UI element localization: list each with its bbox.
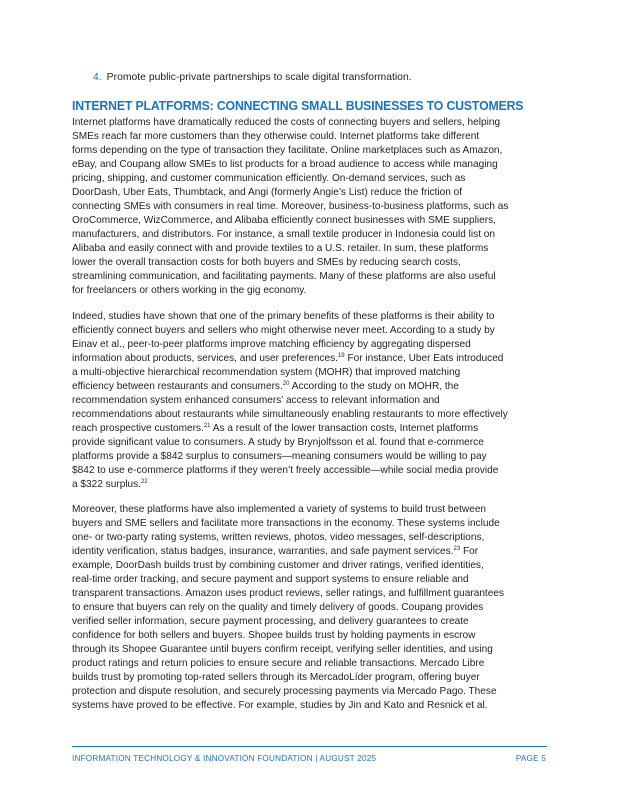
paragraph-line: Internet platforms have dramatically reduced the costs of connecting buyers and sellers, helping (72, 117, 501, 128)
line-text-tail: For (460, 546, 479, 557)
paragraph-line: transparent transactions. Amazon uses product reviews, seller ratings, and fulfillment guarantees (72, 588, 505, 599)
footnote-ref-23[interactable]: 23 (453, 546, 461, 552)
paragraph-line: through its Shopee Guarantee until buyers confirm receipt, verifying seller identities, and using (72, 644, 493, 655)
paragraph-line: efficiently connect buyers and sellers who might otherwise never meet. According to a study by (72, 325, 495, 336)
line-text-tail: For instance, Uber Eats introduced (344, 353, 504, 364)
paragraph-line: real-time order tracking, and secure payment and support systems to ensure reliable and (72, 574, 469, 585)
paragraph-line: protection and dispute resolution, and securely processing payments via Mercado Pago. These (72, 686, 497, 697)
line-text-tail: As a result of the lower transaction costs, Internet platforms (210, 423, 479, 434)
paragraph-line: systems have proved to be effective. For example, studies by Jin and Kato and Resnick et al. (72, 700, 488, 711)
list-item-text: Promote public-private partnerships to scale digital transformation. (106, 72, 412, 83)
line-text: identity verification, status badges, insurance, warranties, and safe payment services. (72, 546, 454, 557)
footer-divider (72, 746, 547, 747)
paragraph-line: SMEs reach far more customers than they otherwise could. Internet platforms take different (72, 131, 480, 142)
paragraph-line: for freelancers or others working in the gig economy. (72, 285, 307, 296)
line-text: efficiency between restaurants and consumers. (72, 381, 283, 392)
paragraph-internet-platforms (72, 116, 547, 298)
paragraph-line: builds trust by promoting top-rated sellers through its MercadoLíder program, offering buyer (72, 672, 480, 683)
paragraph-line (72, 545, 547, 559)
paragraph-line (72, 422, 547, 436)
paragraph-line: forms depending on the type of transaction they facilitate. Online marketplaces such as Amazon, (72, 145, 503, 156)
footer-page-number: PAGE 5 (515, 754, 546, 763)
paragraph-line: streamlining communication, and facilitating payments. Many of these platforms are also useful (72, 271, 496, 282)
paragraph-line: one- or two-party rating systems, written reviews, photos, video messages, self-descriptions, (72, 532, 485, 543)
footnote-ref-21[interactable]: 21 (203, 423, 211, 429)
line-text: a $322 surplus. (72, 479, 142, 490)
paragraph-studies (72, 310, 547, 492)
numbered-list-item (93, 71, 412, 85)
paragraph-line: $842 to use e-commerce platforms if they weren’t freely accessible—while social media provide (72, 465, 499, 476)
paragraph-line: recommendation system enhanced consumers’ access to relevant information and (72, 395, 440, 406)
paragraph-line (72, 478, 547, 492)
footnote-ref-20[interactable]: 20 (282, 381, 290, 387)
list-number: 4. (93, 72, 102, 83)
paragraph-line: buyers and SME sellers and facilitate more transactions in the economy. These systems include (72, 518, 500, 529)
paragraph-line: DoorDash, Uber Eats, Thumbtack, and Angi (formerly Angie’s List) reduce the friction of (72, 187, 463, 198)
line-text-tail: According to the study on MOHR, the (289, 381, 459, 392)
paragraph-line: Alibaba and easily connect with and provide textiles to a U.S. retailer. In sum, these platforms (72, 243, 489, 254)
paragraph-line: product ratings and return policies to ensure secure and reliable transactions. Mercado Libre (72, 658, 485, 669)
paragraph-line: Moreover, these platforms have also implemented a variety of systems to build trust between (72, 504, 487, 515)
paragraph-line: to ensure that buyers can rely on the quality and timely delivery of goods. Coupang provides (72, 602, 484, 613)
paragraph-line: provide significant value to consumers. A study by Brynjolfsson et al. found that e-commerce (72, 437, 484, 448)
paragraph-line: Einav et al., peer-to-peer platforms improve matching efficiency by aggregating dispersed (72, 339, 471, 350)
paragraph-line: confidence for both sellers and buyers. Shopee builds trust by holding payments in escrow (72, 630, 476, 641)
paragraph-line: lower the overall transaction costs for both buyers and SMEs by reducing search costs, (72, 257, 461, 268)
paragraph-line: platforms provide a $842 surplus to consumers—meaning consumers would be willing to pay (72, 451, 487, 462)
section-heading: INTERNET PLATFORMS: CONNECTING SMALL BUSINESSES TO CUSTOMERS (72, 98, 524, 113)
footer-publisher: INFORMATION TECHNOLOGY & INNOVATION FOUNDATION | AUGUST 2025 (72, 754, 377, 763)
paragraph-line: OroCommerce, WizCommerce, and Alibaba efficiently connect businesses with SME suppliers, (72, 215, 496, 226)
paragraph-line: eBay, and Coupang allow SMEs to list products for a broad audience to access while managing (72, 159, 498, 170)
paragraph-line (72, 380, 547, 394)
footnote-ref-22[interactable]: 22 (141, 479, 148, 485)
paragraph-line: connecting SMEs with consumers in real time. Moreover, business-to-business platforms, such as (72, 201, 509, 212)
paragraph-line: verified seller information, secure payment processing, and delivery guarantees to create (72, 616, 469, 627)
paragraph-line: a multi-objective hierarchical recommendation system (MOHR) that improved matching (72, 367, 461, 378)
paragraph-line: example, DoorDash builds trust by combining customer and driver ratings, verified identities, (72, 560, 484, 571)
paragraph-line: recommendations about restaurants while simultaneously enabling restaurants to more effectively (72, 409, 508, 420)
footnote-ref-19[interactable]: 19 (337, 353, 345, 359)
line-text: reach prospective customers. (72, 423, 204, 434)
line-text: information about products, services, and user preferences. (72, 353, 338, 364)
paragraph-line: pricing, shipping, and customer communication efficiently. On-demand services, such as (72, 173, 466, 184)
paragraph-line: Indeed, studies have shown that one of the primary benefits of these platforms is their ability to (72, 311, 495, 322)
paragraph-line: manufacturers, and distributors. For instance, a small textile producer in Indonesia could list on (72, 229, 496, 240)
paragraph-trust-systems (72, 503, 547, 713)
paragraph-line (72, 352, 547, 366)
